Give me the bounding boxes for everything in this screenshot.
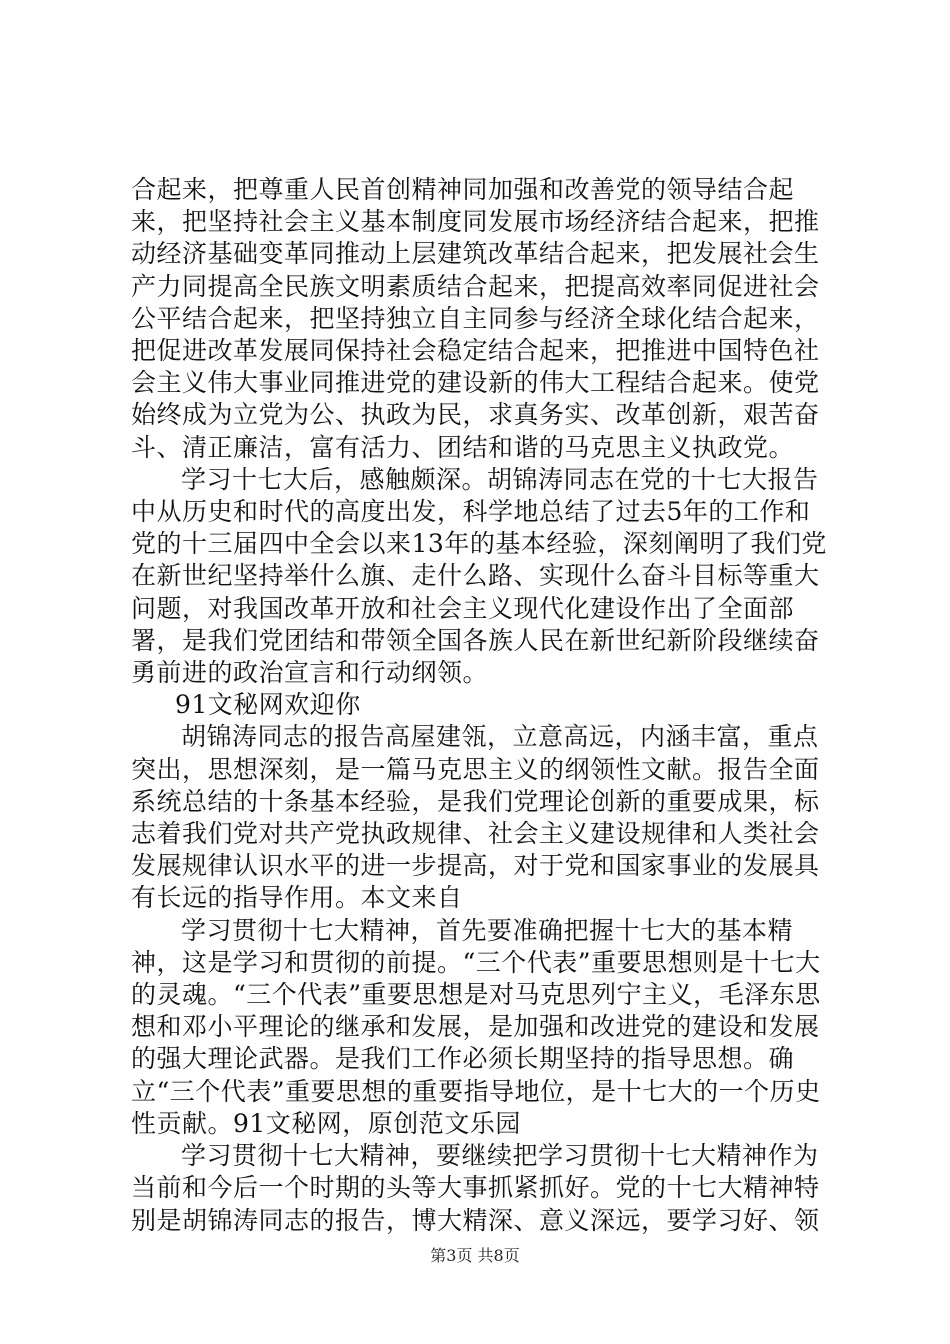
document-body (131, 174, 831, 1237)
page-footer: 第3页 共8页 (430, 1246, 520, 1265)
paragraph-continue-study: 学习贯彻十七大精神，要继续把学习贯彻十七大精神作为当前和今后一个时期的头等大事抓紧抓好。党的十七大精神特别是胡锦涛同志的报告，博大精深、意义深远，要学习好、领 (131, 1141, 820, 1235)
paragraph-study-impressions: 学习十七大后，感触颇深。胡锦涛同志在党的十七大报告中从历史和时代的高度出发，科学地总结了过去5年的工作和党的十三届四中全会以来13年的基本经验，深刻阐明了我们党在新世纪坚持举什么旗、走什么路、实现什么奋斗目标等重大问题，对我国改革开放和社会主义现代化建设作出了全面部署，是我们党团结和带领全国各族人民在新世纪新阶段继续奋勇前进的政治宣言和行动纲领。 (131, 464, 827, 688)
paragraph-basic-spirit: 学习贯彻十七大精神，首先要准确把握十七大的基本精神，这是学习和贯彻的前提。“三个代表”重要思想则是十七大的灵魂。“三个代表”重要思想是对马克思列宁主义，毛泽东思想和邓小平理论的继承和发展，是加强和改进党的建设和发展的强大理论武器。是我们工作必须长期坚持的指导思想。确立“三个代表”重要思想的重要指导地位，是十七大的一个历史性贡献。91文秘网，原创范文乐园 (131, 915, 821, 1138)
paragraph-report-summary: 胡锦涛同志的报告高屋建瓴，立意高远，内涵丰富，重点突出，思想深刻，是一篇马克思主义的纲领性文献。报告全面系统总结的十条基本经验，是我们党理论创新的重要成果，标志着我们党对共产党执政规律、社会主义建设规律和人类社会发展规律认识水平的进一步提高，对于党和国家事业的发展具有长远的指导作用。本文来自 (131, 722, 820, 913)
paragraph-site-welcome: 91文秘网欢迎你 (175, 690, 361, 720)
paragraph-continuation: 合起来，把尊重人民首创精神同加强和改善党的领导结合起来，把坚持社会主义基本制度同发展市场经济结合起来，把推动经济基础变革同推动上层建筑改革结合起来，把发展社会生产力同提高全民族文明素质结合起来，把提高效率同促进社会公平结合起来，把坚持独立自主同参与经济全球化结合起来，把促进改革发展同保持社会稳定结合起来，把推进中国特色社会主义伟大事业同推进党的建设新的伟大工程结合起来。使党始终成为立党为公、执政为民，求真务实、改革创新，艰苦奋斗、清正廉洁，富有活力、团结和谐的马克思主义执政党。 (131, 175, 820, 462)
